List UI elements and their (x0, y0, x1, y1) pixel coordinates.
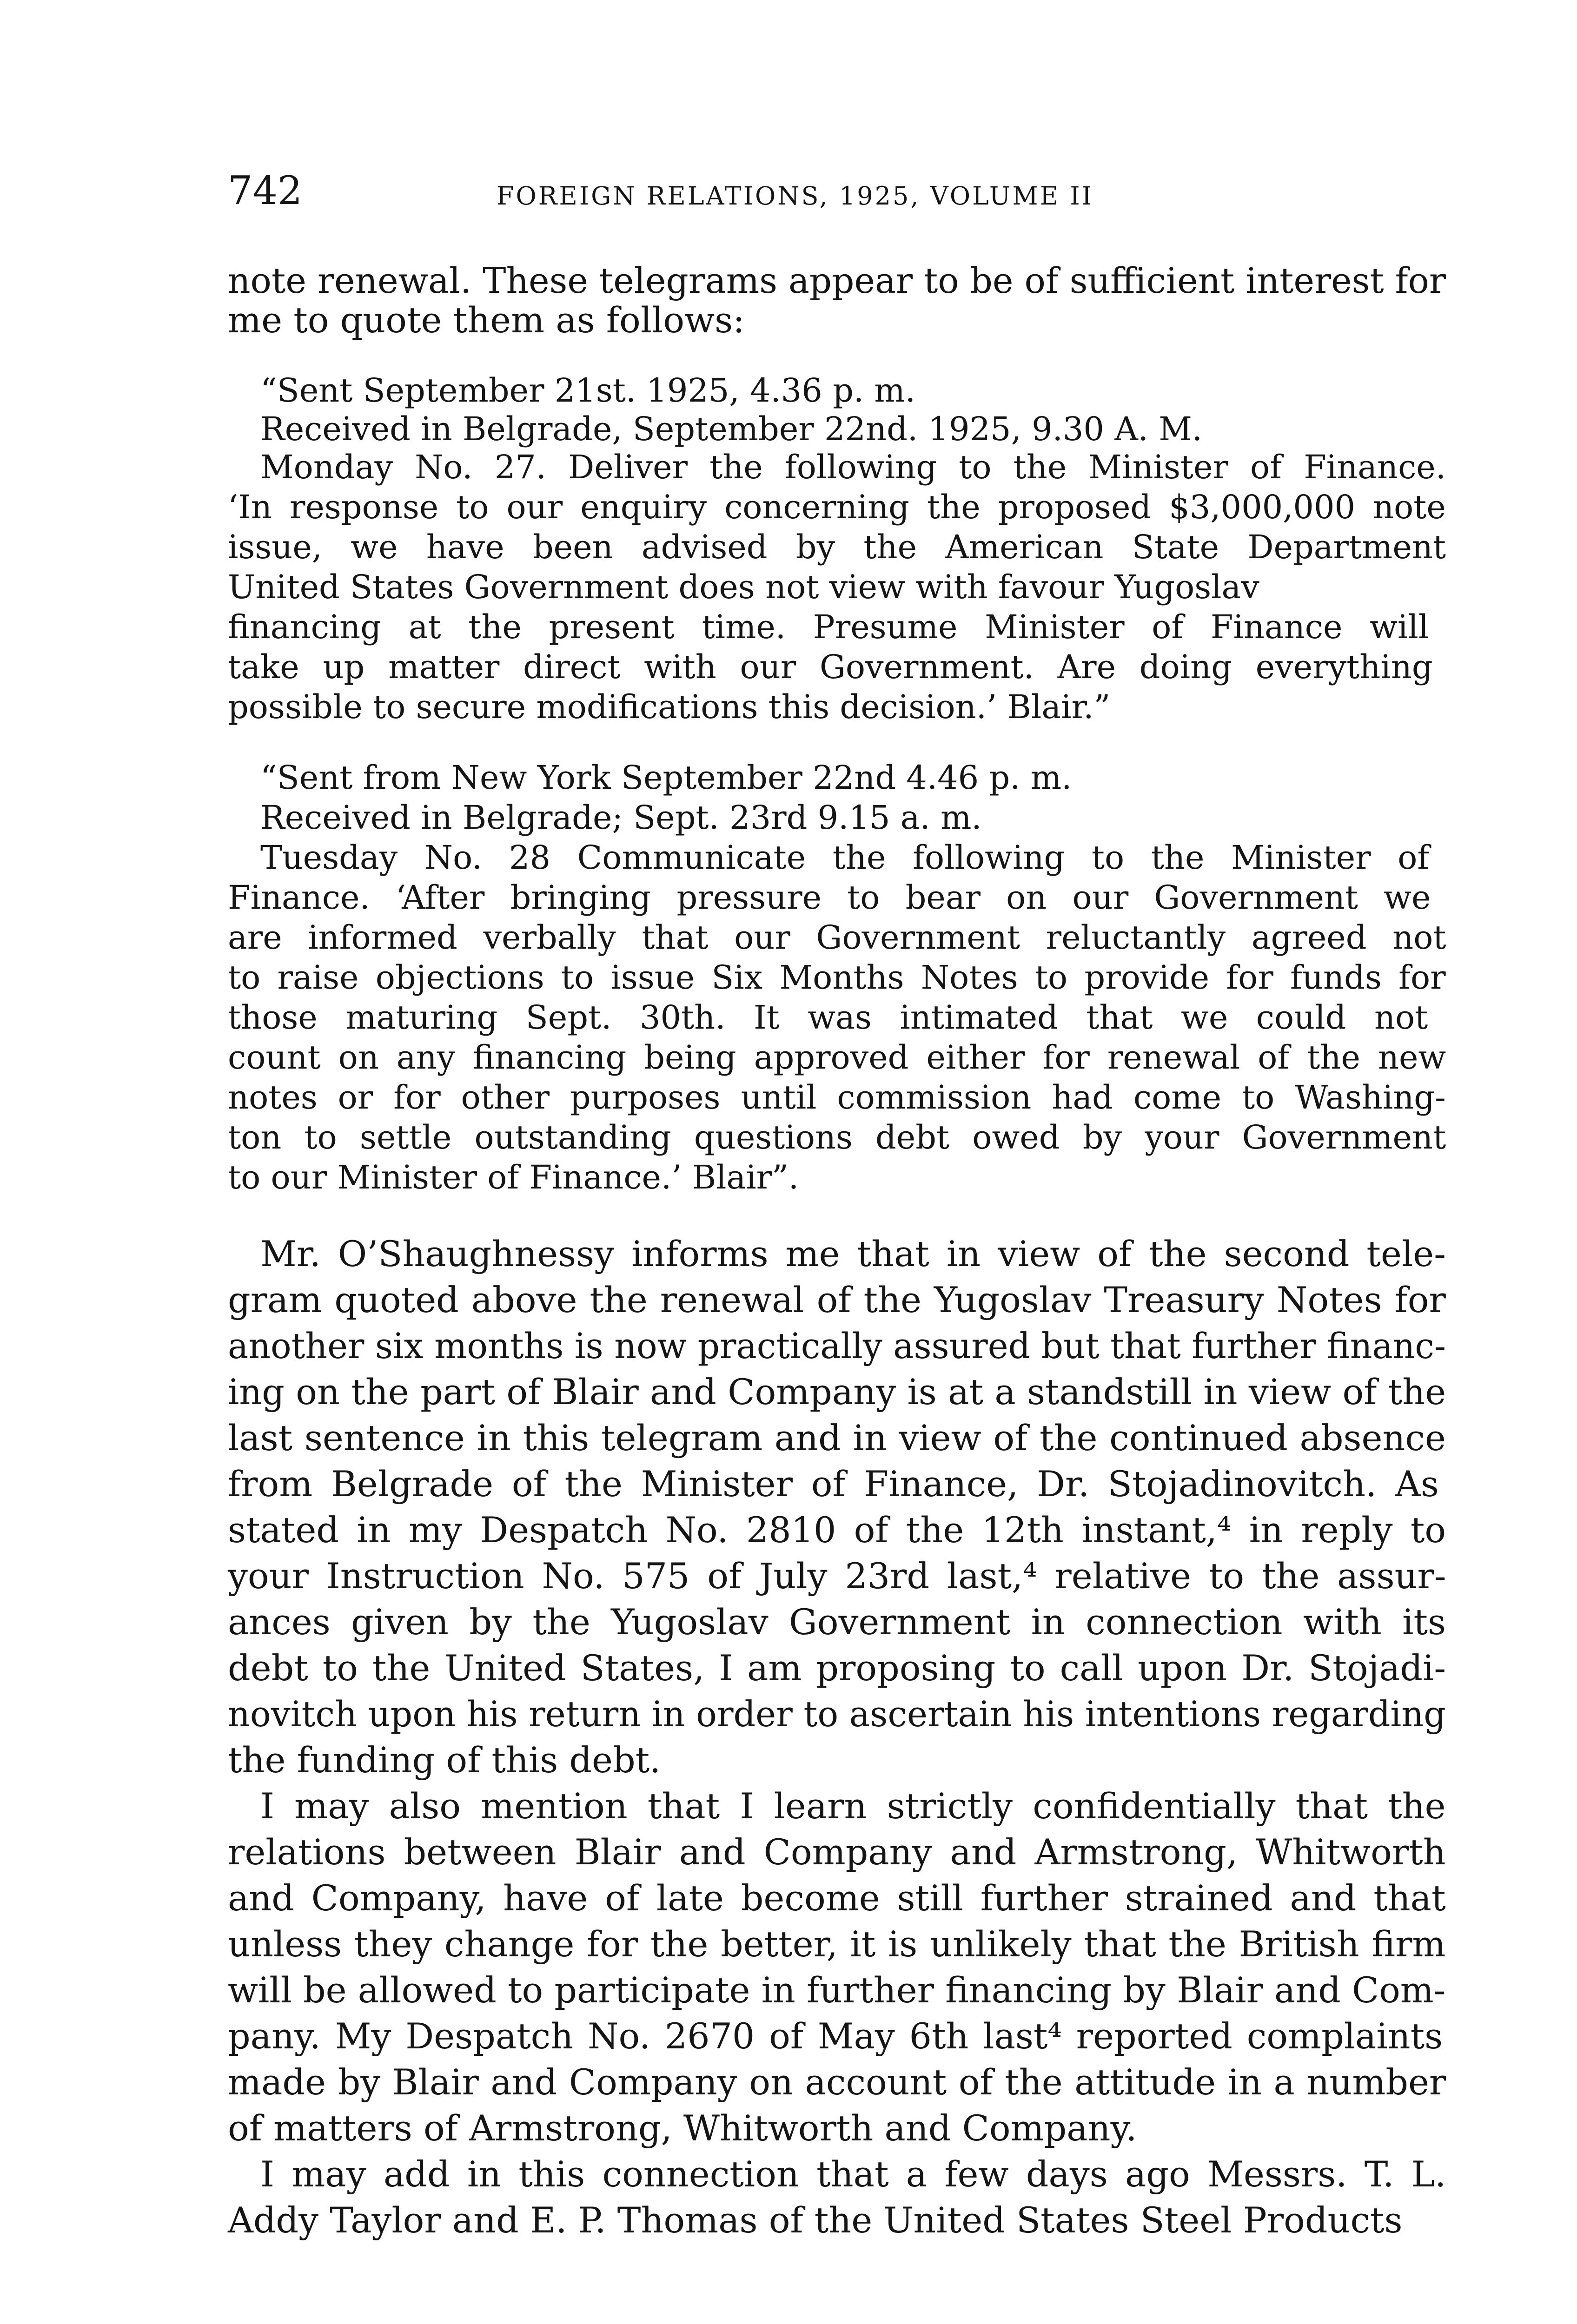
paragraph-line: will be allowed to participate in further financing by Blair and Com- (228, 1969, 1446, 2011)
paragraph-line: Mr. O’Shaughnessy informs me that in view of the second tele- (260, 1233, 1446, 1274)
paragraph-line: Addy Taylor and E. P. Thomas of the United States Steel Products (228, 2199, 1403, 2241)
telegram-line: Monday No. 27. Deliver the following to the Minister of Finance. (260, 448, 1446, 486)
intro-line: me to quote them as follows: (228, 299, 745, 341)
paragraph-line: gram quoted above the renewal of the Yugoslav Treasury Notes for (228, 1279, 1446, 1320)
page-number: 742 (228, 168, 303, 213)
telegram-line: issue, we have been advised by the American State Department (228, 528, 1446, 566)
telegram-line: United States Government does not view with favour Yugoslav (228, 568, 1259, 606)
telegram-line: Received in Belgrade; Sept. 23rd 9.15 a. m. (260, 799, 982, 837)
paragraph-line: I may also mention that I learn strictly confidentially that the (260, 1785, 1446, 1827)
paragraph-line: I may add in this connection that a few days ago Messrs. T. L. (260, 2153, 1446, 2195)
paragraph-line: another six months is now practically assured but that further financ- (228, 1325, 1446, 1367)
paragraph-line: made by Blair and Company on account of the attitude in a number (228, 2061, 1446, 2103)
paragraph-line: your Instruction No. 575 of July 23rd last,⁴ relative to the assur- (228, 1555, 1446, 1597)
telegram-line: to our Minister of Finance.’ Blair”. (228, 1158, 799, 1196)
paragraph-line: from Belgrade of the Minister of Finance, Dr. Stojadinovitch. As (228, 1463, 1439, 1505)
paragraph-line: the funding of this debt. (228, 1739, 661, 1781)
telegram-line: Received in Belgrade, September 22nd. 1925, 9.30 A. M. (260, 410, 1203, 448)
paragraph-line: last sentence in this telegram and in view of the continued absence (228, 1417, 1446, 1459)
telegram-line: Tuesday No. 28 Communicate the following to the Minister of (260, 838, 1430, 877)
telegram-line: “Sent from New York September 22nd 4.46 p. m. (260, 759, 1072, 797)
paragraph-line: relations between Blair and Company and Armstrong, Whitworth (228, 1831, 1446, 1873)
paragraph-line: pany. My Despatch No. 2670 of May 6th last⁴ reported complaints (228, 2015, 1443, 2057)
paragraph-line: ing on the part of Blair and Company is at a standstill in view of the (228, 1371, 1446, 1413)
intro-line: note renewal. These telegrams appear to be of sufficient interest for (228, 260, 1446, 301)
telegram-line: to raise objections to issue Six Months Notes to provide for funds for (228, 958, 1446, 997)
telegram-line: take up matter direct with our Government. Are doing everything (228, 648, 1433, 686)
telegram-line: ton to settle outstanding questions debt owed by your Government (228, 1118, 1446, 1156)
running-header-title: FOREIGN RELATIONS, 1925, VOLUME II (497, 181, 1093, 211)
telegram-line: notes or for other purposes until commission had come to Washing- (228, 1078, 1446, 1116)
paragraph-line: and Company, have of late become still further strained and that (228, 1877, 1446, 1919)
paragraph-line: novitch upon his return in order to ascertain his intentions regarding (228, 1693, 1446, 1735)
paragraph-line: debt to the United States, I am proposing to call upon Dr. Stojadi- (228, 1647, 1446, 1689)
telegram-line: count on any financing being approved either for renewal of the new (228, 1038, 1446, 1076)
paragraph-line: ances given by the Yugoslav Government in connection with its (228, 1601, 1446, 1643)
telegram-line: Finance. ‘After bringing pressure to bear on our Government we (228, 878, 1431, 917)
paragraph-line: stated in my Despatch No. 2810 of the 12th instant,⁴ in reply to (228, 1509, 1446, 1551)
telegram-line: financing at the present time. Presume Minister of Finance will (228, 608, 1429, 646)
paragraph-line: of matters of Armstrong, Whitworth and Company. (228, 2107, 1137, 2149)
telegram-line: those maturing Sept. 30th. It was intimated that we could not (228, 998, 1428, 1037)
telegram-line: possible to secure modifications this decision.’ Blair.” (228, 688, 1111, 726)
telegram-line: are informed verbally that our Government reluctantly agreed not (228, 918, 1446, 957)
telegram-line: “Sent September 21st. 1925, 4.36 p. m. (260, 371, 916, 409)
paragraph-line: unless they change for the better, it is unlikely that the British firm (228, 1923, 1446, 1965)
telegram-line: ‘In response to our enquiry concerning the proposed $3,000,000 note (228, 488, 1446, 526)
